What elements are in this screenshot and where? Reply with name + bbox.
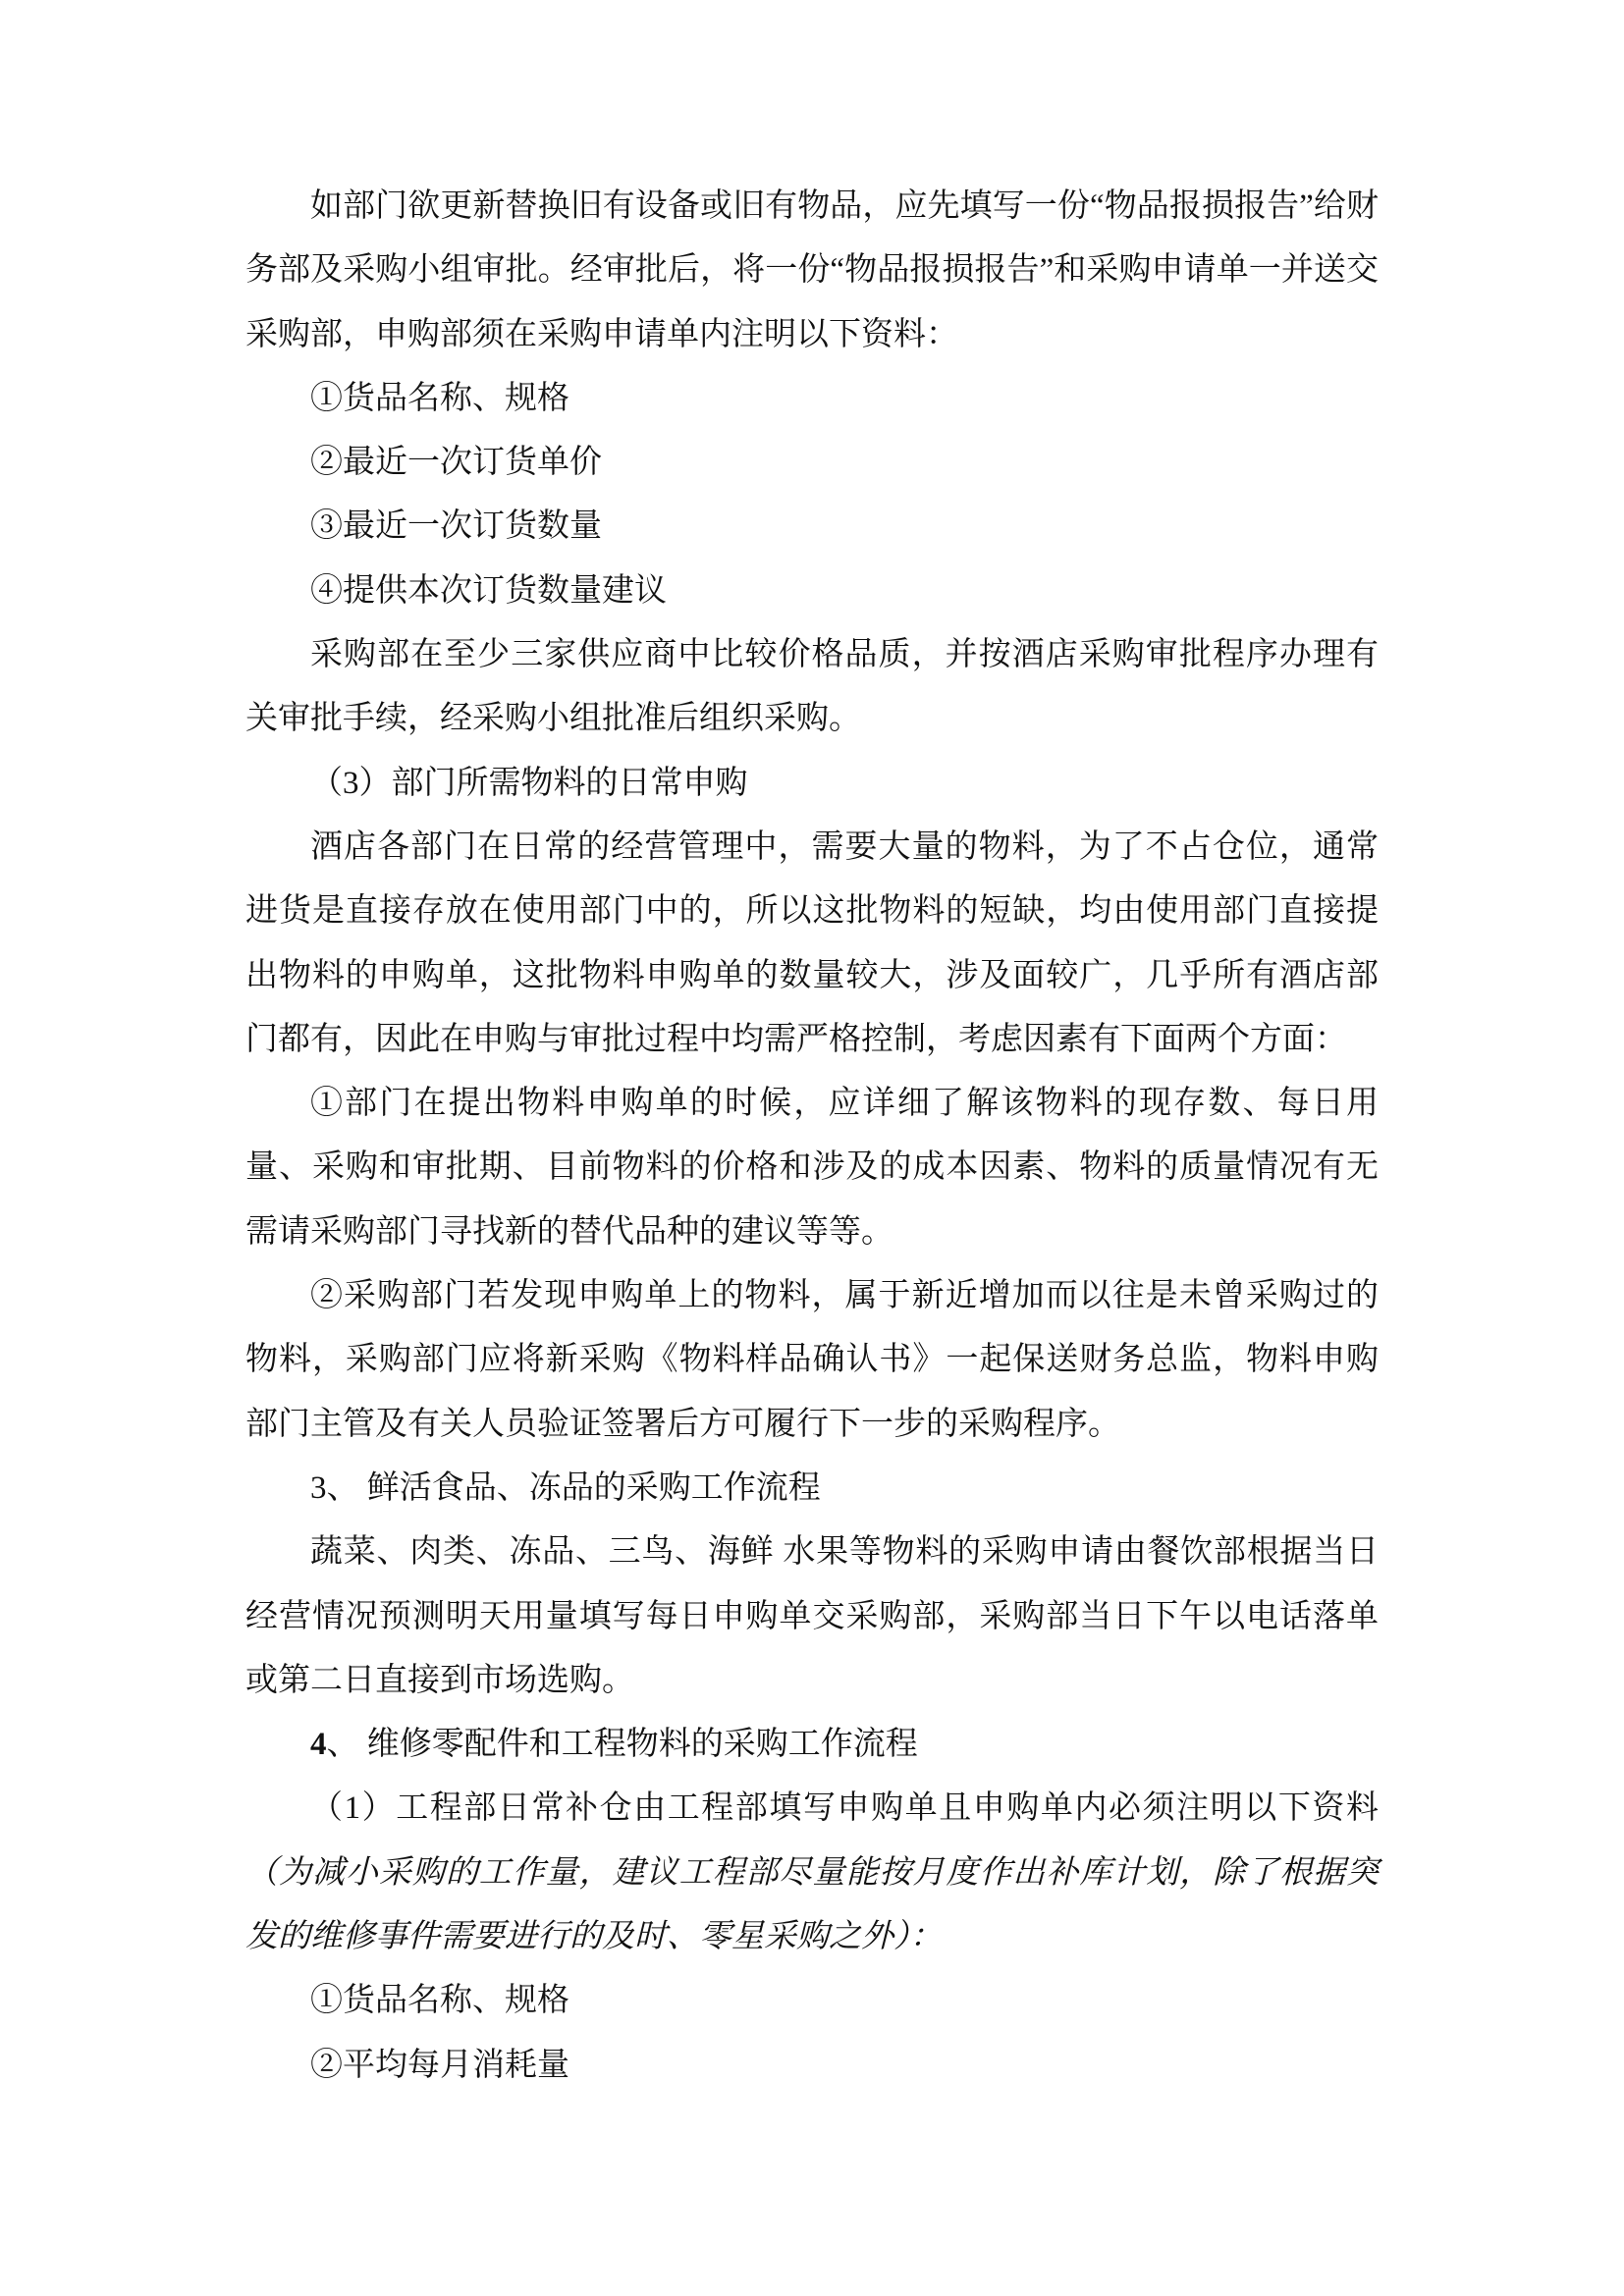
text-run: （3）部门所需物料的日常申购	[310, 765, 748, 801]
text-run: ③最近一次订货数量	[310, 508, 602, 545]
text-run: 酒店各部门在日常的经营管理中，需要大量的物料，为了不占仓位，通常进货是直接存放在使用部门中的，所以这批物料的短缺，均由使用部门直接提出物料的申购单，这批物料申购单的数量较大，涉及面较广，几乎所有酒店部门都有，因此在申购与审批过程中均需严格控制，考虑因素有下面两个方面：	[245, 828, 1379, 1057]
text-run: 蔬菜、肉类、冻品、三鸟、海鲜 水果等物料的采购申请由餐饮部根据当日经营情况预测明天用量填写每日申购单交采购部，采购部当日下午以电话落单或第二日直接到市场选购。	[245, 1534, 1379, 1698]
paragraph	[245, 1969, 1379, 2033]
paragraph	[245, 1264, 1379, 1457]
paragraph	[245, 495, 1379, 559]
paragraph	[245, 1457, 1379, 1521]
paragraph	[245, 623, 1379, 752]
paragraph	[245, 1713, 1379, 1777]
paragraph	[245, 816, 1379, 1072]
text-run: 如部门欲更新替换旧有设备或旧有物品，应先填写一份“物品报损报告”给财务部及采购小组审批。经审批后，将一份“物品报损报告”和采购申请单一并送交采购部，申购部须在采购申请单内注明以下资料：	[245, 188, 1379, 352]
text-run: ①部门在提出物料申购单的时候，应详细了解该物料的现存数、每日用量、采购和审批期、目前物料的价格和涉及的成本因素、物料的质量情况有无需请采购部门寻找新的替代品种的建议等等。	[245, 1086, 1379, 1250]
paragraph	[245, 2034, 1379, 2098]
paragraph	[245, 431, 1379, 495]
paragraph	[245, 175, 1379, 367]
text-run: 采购部在至少三家供应商中比较价格品质，并按酒店采购审批程序办理有关审批手续，经采购小组批准后组织采购。	[245, 637, 1379, 737]
text-run: 4	[310, 1727, 327, 1763]
text-run: 、 维修零配件和工程物料的采购工作流程	[326, 1727, 918, 1763]
text-run: ①货品名称、规格	[310, 380, 569, 416]
paragraph	[245, 367, 1379, 431]
text-run: ④提供本次订货数量建议	[310, 572, 667, 609]
text-run: ②平均每月消耗量	[310, 2047, 569, 2083]
paragraph	[245, 1521, 1379, 1713]
text-run: 3、 鲜活食品、冻品的采购工作流程	[310, 1469, 821, 1506]
paragraph	[245, 1777, 1379, 1969]
text-run: （为减小采购的工作量，建议工程部尽量能按月度作出补库计划，除了根据突发的维修事件需要进行的及时、零星采购之外）：	[245, 1854, 1379, 1955]
document-body	[245, 175, 1379, 2098]
text-run: （1）工程部日常补仓由工程部填写申购单且申购单内必须注明以下资料	[310, 1790, 1379, 1827]
text-run: ①货品名称、规格	[310, 1983, 569, 2019]
text-run: ②采购部门若发现申购单上的物料，属于新近增加而以往是未曾采购过的物料，采购部门应将新采购《物料样品确认书》一起保送财务总监，物料申购部门主管及有关人员验证签署后方可履行下一步的采购程序。	[245, 1278, 1379, 1442]
paragraph	[245, 560, 1379, 623]
text-run: ②最近一次订货单价	[310, 445, 602, 481]
paragraph	[245, 752, 1379, 816]
paragraph	[245, 1072, 1379, 1264]
